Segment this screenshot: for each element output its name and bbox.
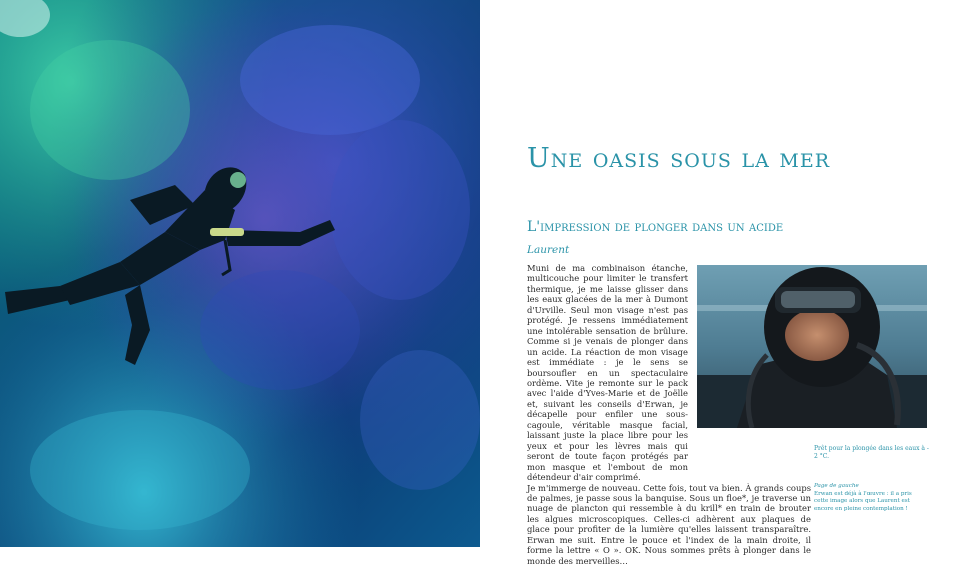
full-width-text [527, 483, 811, 566]
left-page-photo [0, 0, 480, 547]
chapter-title: Une oasis sous la mer [527, 143, 831, 174]
diver-portrait-image [697, 265, 927, 428]
left-page-caption-text: Erwan est déjà à l'œuvre : il a pris cette image alors que Laurent est encore en pleine contemplation ! [814, 490, 912, 512]
diver-portrait-photo [697, 265, 927, 428]
portrait-caption: Prêt pour la plongée dans les eaux à - 2 °C. [814, 445, 929, 460]
column-text [527, 263, 688, 483]
underwater-diver-photo [0, 0, 480, 547]
left-page-caption-title: Page de gauche [814, 483, 859, 489]
paragraph-1: Muni de ma combinaison étanche, multicouche pour limiter le transfert thermique, je me laisse glisser dans les eaux glacées de la mer à Dumont d'Urville. Seul mon visage n'est pas protégé. Je ressens immédiatement une intolérable sensation de brûlure. Comme si je venais de plonger dans un acide. La réaction de mon visage est immédiate : je le sens se boursoufler en un spectaculaire ordème. Vite je remonte sur le pack avec l'aide d'Yves-Marie et de Joëlle et, suivant les conseils d'Erwan, je décapelle pour enfiler une sous-cagoule, véritable masque facial, laissant juste la place libre pour les yeux et pour les lèvres mais qui seront de toute façon protégés par mon masque et l'embout de mon détendeur d'air comprimé. [527, 263, 688, 483]
section-author: Laurent [527, 244, 570, 256]
left-page-caption [814, 483, 914, 513]
section-title: L'impression de plonger dans un acide [527, 219, 784, 235]
right-page [480, 0, 960, 566]
paragraph-2: Je m'immerge de nouveau. Cette fois, tout va bien. À grands coups de palmes, je passe sous la banquise. Sous un floe*, je traverse un nuage de plancton qui ressemble à du krill* en train de brouter les algues microscopiques. Celles-ci adhèrent aux plaques de glace pour profiter de la lumière qu'elles laissent transparaître. Erwan me suit. Entre le pouce et l'index de la main droite, il forme la lettre « O ». OK. Nous sommes prêts à plonger dans le monde des merveilles… [527, 482, 811, 566]
